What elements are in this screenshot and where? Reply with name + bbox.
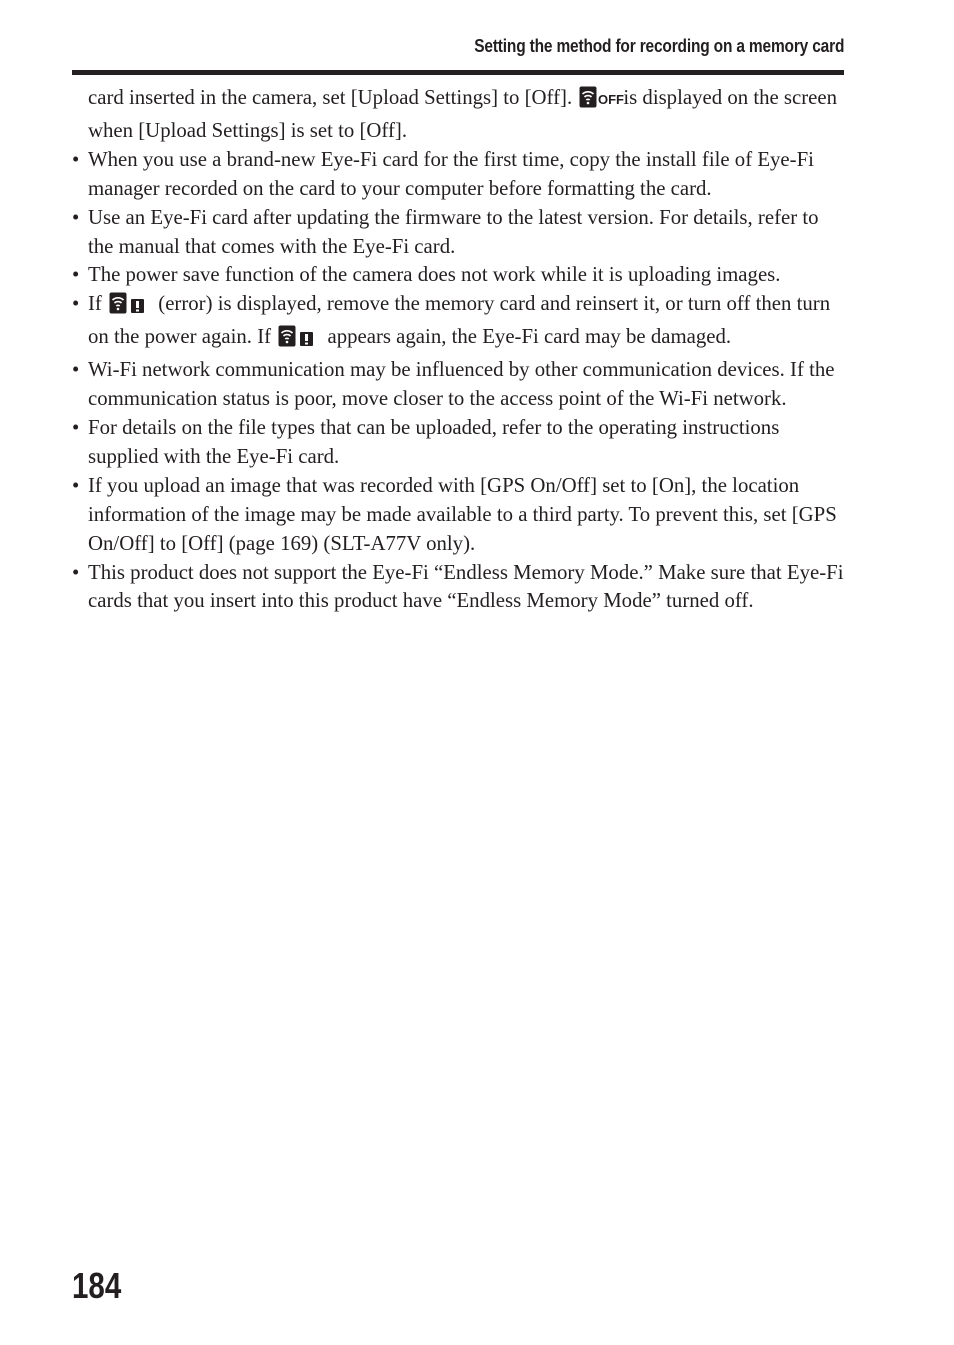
- svg-text:OFF: OFF: [598, 92, 625, 107]
- bullet-list: [72, 146, 846, 617]
- list-item: • Use an Eye-Fi card after updating the firmware to the latest version. For details, refer to the manual that comes with the Eye-Fi card.: [72, 204, 846, 262]
- list-item-text-3: appears again, the Eye-Fi card may be damaged.: [327, 325, 732, 349]
- intro-text-2: is displayed on the screen when [Upload Settings] is set to [Off].: [88, 86, 838, 142]
- list-item: • For details on the file types that can be uploaded, refer to the operating instructions supplied with the Eye-Fi card.: [72, 414, 846, 472]
- header-title: Setting the method for recording on a memory card: [473, 36, 844, 56]
- list-item: [72, 290, 846, 356]
- list-item: • Wi-Fi network communication may be influenced by other communication devices. If the communication status is poor, move closer to the access point of the Wi-Fi network.: [72, 356, 846, 414]
- intro-paragraph: [72, 84, 846, 146]
- list-item: • The power save function of the camera does not work while it is uploading images.: [72, 261, 846, 290]
- eye-fi-off-icon: [579, 86, 625, 117]
- intro-text-1: card inserted in the camera, set [Upload Settings] to [Off].: [88, 86, 573, 109]
- page-number: 184: [72, 1265, 122, 1306]
- eye-fi-error-icon: [278, 325, 320, 356]
- main-content: [72, 84, 846, 616]
- list-item-text-2: (error) is displayed, remove the memory card and reinsert it, or turn off then turn on the power again. If: [88, 292, 831, 349]
- header-rule: [72, 70, 844, 75]
- eye-fi-error-icon: [109, 292, 151, 323]
- list-item: • If you upload an image that was recorded with [GPS On/Off] set to [On], the location information of the image may be made available to a third party. To prevent this, set [GPS On/Off] to [Off] (page 169) (SLT-A77V only).: [72, 472, 846, 559]
- list-item: • This product does not support the Eye-Fi “Endless Memory Mode.” Make sure that Eye-Fi cards that you insert into this product have “Endless Memory Mode” turned off.: [72, 559, 846, 617]
- list-item-text-1: If: [88, 292, 102, 316]
- list-item: • When you use a brand-new Eye-Fi card for the first time, copy the install file of Eye-Fi manager recorded on the card to your computer before formatting the card.: [72, 146, 846, 204]
